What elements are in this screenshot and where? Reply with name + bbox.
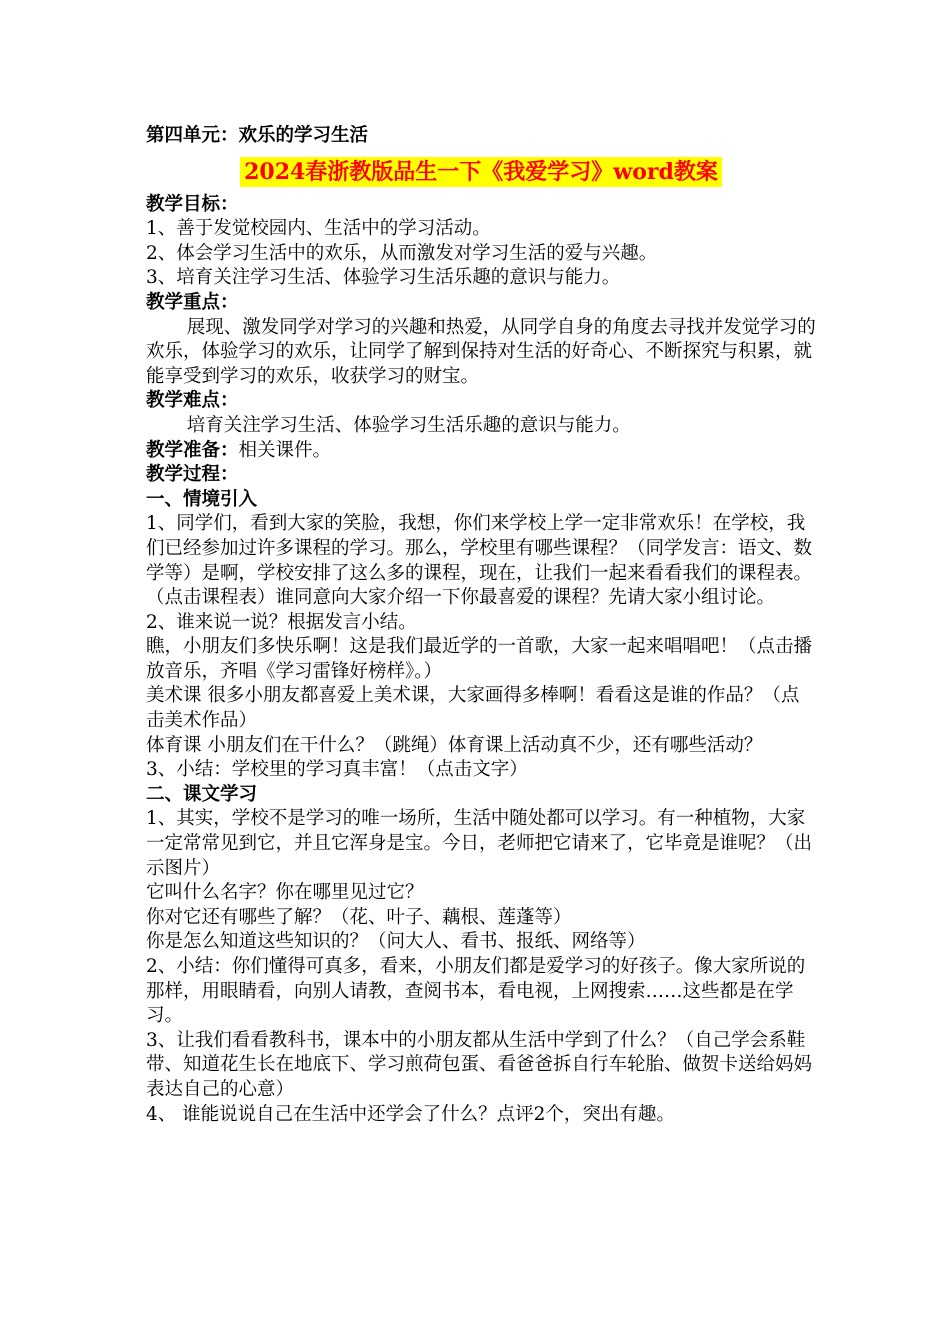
title-wrap [146,157,816,187]
unit-heading: 第四单元：欢乐的学习生活 [146,125,369,146]
preparation-heading: 教学准备： [146,439,239,461]
goal-item: 3、培育关注学习生活、体验学习生活乐趣的意识与能力。 [146,267,621,289]
process-heading: 教学过程： [146,464,239,486]
section2-paragraph: 4、 谁能说说自己在生活中还学会了什么？点评2个，突出有趣。 [146,1103,675,1125]
section1-paragraph: 1、同学们，看到大家的笑脸，我想，你们来学校上学一定非常欢乐！在学校，我们已经参加过许多课程的学习。那么，学校里有哪些课程？（同学发言：语文、数学等）是啊，学校安排了这么多的课程，现在，让我们一起来看看我们的课程表。（点击课程表）谁同意向大家介绍一下你最喜爱的课程？先请大家小组讨论。 [146,513,813,609]
preparation-text: 相关课件。 [238,439,332,461]
section1-paragraph: 瞧，小朋友们多快乐啊！这是我们最近学的一首歌，大家一起来唱唱吧！（点击播放音乐，齐唱《学习雷锋好榜样》。） [146,636,813,682]
section2-paragraph: 3、让我们看看教科书，课本中的小朋友都从生活中学到了什么？（自己学会系鞋带、知道花生长在地底下、学习煎荷包蛋、看爸爸拆自行车轮胎、做贺卡送给妈妈表达自己的心意） [146,1029,813,1100]
goal-item: 1、善于发觉校园内、生活中的学习活动。 [146,218,491,240]
section1-paragraph: 2、谁来说一说？根据发言小结。 [146,611,417,633]
section1-paragraph: 体育课 小朋友们在干什么？（跳绳）体育课上活动真不少，还有哪些活动？ [146,734,763,756]
key-points-text: 展现、激发同学对学习的兴趣和热爱，从同学自身的角度去寻找并发觉学习的欢乐，体验学习的欢乐，让同学了解到保持对生活的好奇心、不断探究与积累，就能享受到学习的欢乐，收获学习的财宝。 [146,316,816,387]
section1-paragraph: 美术课 很多小朋友都喜爱上美术课，大家画得多棒啊！看看这是谁的作品？（点击美术作品） [146,685,800,732]
key-points-heading: 教学重点： [146,291,239,313]
difficulties-heading: 教学难点： [146,390,239,412]
section2-heading: 二、课文学习 [146,783,258,805]
section1-paragraph: 3、小结：学校里的学习真丰富！（点击文字） [146,759,528,781]
section2-paragraph: 2、小结：你们懂得可真多，看来，小朋友们都是爱学习的好孩子。像大家所说的那样，用眼睛看，向别人请教，查阅书本，看电视，上网搜索……这些都是在学习。 [146,956,806,1027]
difficulties-text: 培育关注学习生活、体验学习生活乐趣的意识与能力。 [186,414,631,436]
section2-paragraph: 你是怎么知道这些知识的？（问大人、看书、报纸、网络等） [146,931,646,953]
section1-heading: 一、情境引入 [146,488,258,510]
section2-paragraph: 它叫什么名字？你在哪里见过它？ [146,882,424,904]
section2-paragraph: 1、其实，学校不是学习的唯一场所，生活中随处都可以学习。有一种植物，大家一定常常见到它，并且它浑身是宝。今日，老师把它请来了，它毕竟是谁呢？（出示图片） [146,808,813,879]
document-title: 2024春浙教版品生一下《我爱学习》word教案 [240,157,722,187]
document-page [146,124,816,1127]
preparation-line [146,439,816,464]
section2-paragraph: 你对它还有哪些了解？（花、叶子、藕根、莲蓬等） [146,906,572,928]
goal-item: 2、体会学习生活中的欢乐，从而激发对学习生活的爱与兴趣。 [146,242,658,264]
goals-heading: 教学目标： [146,193,239,215]
